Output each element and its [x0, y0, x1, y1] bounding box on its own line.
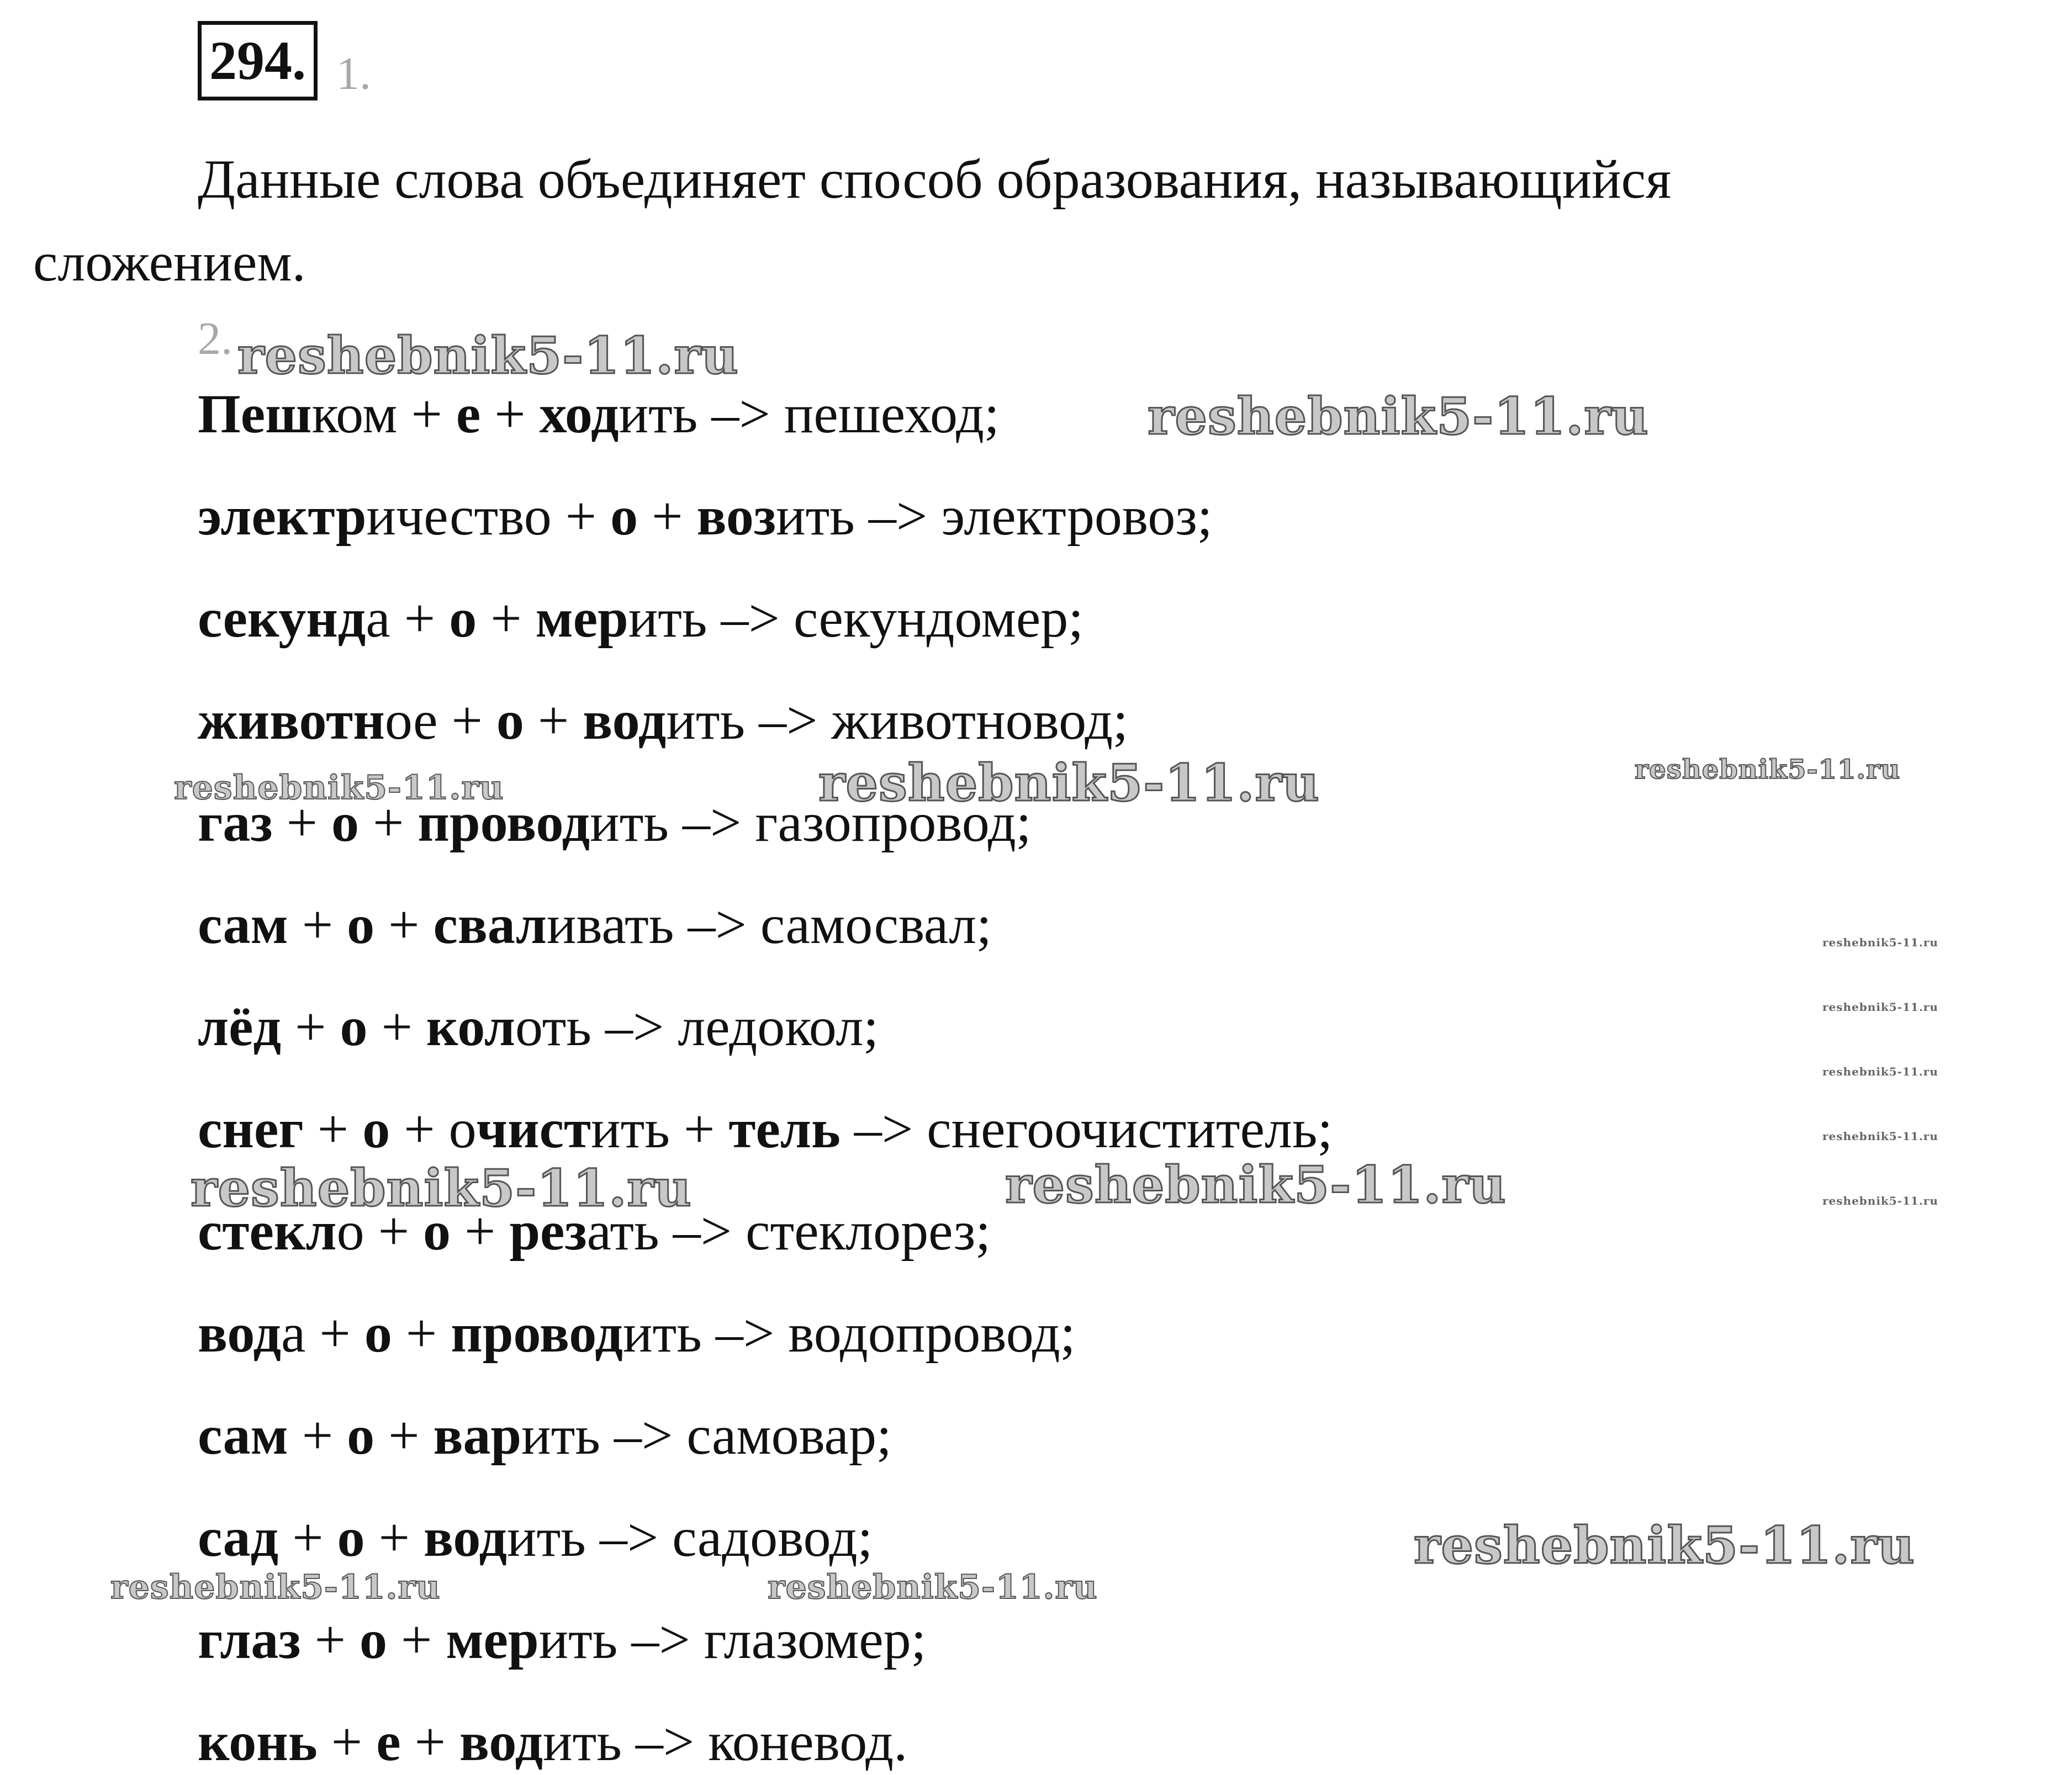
bold-morpheme: е — [456, 383, 481, 444]
line-text: + — [480, 383, 540, 444]
bold-morpheme: о — [347, 894, 375, 955]
bold-morpheme: конь — [198, 1711, 318, 1772]
watermark: reshebnik5-11.ru — [174, 769, 504, 807]
line-text: ить + — [591, 1098, 729, 1159]
line-text: + — [359, 792, 418, 853]
line-text: + — [278, 1507, 337, 1568]
line-text: + — [367, 996, 426, 1057]
watermark: reshebnik5-11.ru — [1005, 1155, 1507, 1215]
formation-line — [198, 1709, 907, 1775]
formation-line — [198, 687, 1128, 754]
line-text: + — [281, 996, 340, 1057]
line-text: + — [288, 894, 347, 955]
bold-morpheme: о — [423, 1200, 451, 1262]
bold-morpheme: лёд — [198, 996, 282, 1057]
line-text: ить –> глазомер; — [538, 1609, 927, 1670]
formation-line — [198, 381, 1000, 447]
line-text: а + — [366, 587, 450, 649]
bold-morpheme: о — [337, 1507, 365, 1568]
formation-line — [198, 892, 992, 958]
bold-morpheme: о — [496, 690, 524, 751]
bold-morpheme: секунд — [198, 587, 366, 649]
bold-morpheme: о — [364, 1302, 392, 1364]
bold-morpheme: провод — [451, 1302, 623, 1364]
bold-morpheme: стекл — [198, 1200, 337, 1262]
bold-morpheme: кол — [426, 996, 515, 1057]
bold-morpheme: вод — [198, 1302, 282, 1364]
formation-line — [198, 994, 879, 1060]
bold-morpheme: глаз — [198, 1609, 301, 1670]
line-text: ить –> самовар; — [521, 1405, 892, 1466]
bold-morpheme: свал — [433, 894, 547, 955]
watermark: reshebnik5-11.ru — [237, 326, 739, 385]
watermark: reshebnik5-11.ru — [768, 1568, 1098, 1607]
bold-morpheme: о — [340, 996, 368, 1057]
bold-morpheme: сам — [198, 1405, 288, 1466]
line-text: ичество + — [366, 485, 611, 547]
watermark: reshebnik5-11.ru — [1635, 754, 1901, 785]
bold-morpheme: мер — [535, 587, 628, 649]
task-number-box — [198, 21, 318, 100]
line-text: ить –> коневод. — [543, 1711, 908, 1772]
bold-morpheme: о — [360, 1609, 388, 1670]
bold-morpheme: вар — [433, 1405, 522, 1466]
formation-line — [198, 1096, 1333, 1162]
bold-morpheme: газ — [198, 792, 273, 853]
formation-line — [198, 1504, 873, 1571]
line-text: + — [288, 1405, 347, 1466]
watermark: reshebnik5-11.ru — [1822, 1065, 1938, 1078]
line-text: –> снегоочиститель; — [840, 1098, 1333, 1159]
line-text: + — [303, 1098, 363, 1159]
line-text: + — [374, 1405, 434, 1466]
line-text: + о — [390, 1098, 477, 1159]
watermark: reshebnik5-11.ru — [110, 1568, 441, 1607]
line-text: + — [272, 792, 332, 853]
bold-morpheme: сад — [198, 1507, 279, 1568]
line-text: ать –> стеклорез; — [586, 1200, 991, 1262]
bold-morpheme: о — [610, 485, 638, 547]
bold-morpheme: о — [362, 1098, 390, 1159]
task-number: 294 — [209, 30, 292, 91]
line-text: + — [317, 1711, 377, 1772]
bold-morpheme: вод — [459, 1711, 543, 1772]
line-text: о + — [336, 1200, 424, 1262]
line-text: ить –> секундомер; — [628, 587, 1084, 649]
bold-morpheme: вод — [424, 1507, 508, 1568]
formation-line — [198, 1300, 1076, 1366]
line-text: ить –> пешеход; — [619, 383, 1000, 444]
bold-morpheme: о — [331, 792, 360, 853]
bold-morpheme: е — [376, 1711, 401, 1772]
watermark: reshebnik5-11.ru — [191, 1158, 692, 1218]
bold-morpheme: снег — [198, 1098, 304, 1159]
watermark: reshebnik5-11.ru — [1822, 1130, 1938, 1143]
line-text: + — [387, 1609, 446, 1670]
part-2-label: 2. — [198, 313, 232, 364]
bold-morpheme: Пеш — [198, 383, 312, 444]
bold-morpheme: вод — [583, 690, 667, 751]
bold-morpheme: мер — [446, 1609, 539, 1670]
formation-line — [198, 483, 1213, 549]
line-text: + — [374, 894, 434, 955]
answer-paragraph: Данные слова объединяет способ образования, называющийся сложением. — [33, 149, 1672, 293]
bold-morpheme: сам — [198, 894, 288, 955]
line-text: а + — [281, 1302, 364, 1364]
line-text: + — [477, 587, 536, 649]
line-text: + — [451, 1200, 510, 1262]
bold-morpheme: о — [347, 1405, 375, 1466]
bold-morpheme: воз — [696, 485, 776, 547]
line-text: оть –> ледокол; — [515, 996, 879, 1057]
line-text: + — [524, 690, 583, 751]
bold-morpheme: провод — [417, 792, 590, 853]
task-header — [198, 21, 371, 100]
bold-morpheme: электр — [198, 485, 367, 547]
line-text: ивать –> самосвал; — [546, 894, 992, 955]
line-text: ить –> садовод; — [507, 1507, 873, 1568]
line-text: ить –> животновод; — [666, 690, 1128, 751]
line-text: + — [300, 1609, 360, 1670]
watermark: reshebnik5-11.ru — [1148, 386, 1649, 446]
bold-morpheme: ход — [539, 383, 619, 444]
bold-morpheme: о — [449, 587, 477, 649]
watermark: reshebnik5-11.ru — [818, 753, 1320, 813]
line-text: ить –> газопровод; — [590, 792, 1032, 853]
task-number-dot: . — [292, 30, 306, 91]
formation-line — [198, 1607, 926, 1673]
line-text: ить –> электровоз; — [776, 485, 1213, 547]
watermark: reshebnik5-11.ru — [1822, 1194, 1938, 1207]
watermark: reshebnik5-11.ru — [1414, 1516, 1915, 1575]
line-text: + — [392, 1302, 451, 1364]
watermark: reshebnik5-11.ru — [1822, 936, 1938, 949]
line-text: ить –> водопровод; — [623, 1302, 1076, 1364]
line-text: + — [638, 485, 697, 547]
bold-morpheme: рез — [509, 1200, 587, 1262]
line-text: ком + — [311, 383, 456, 444]
line-text: ое + — [384, 690, 496, 751]
part-1-label: 1. — [336, 48, 371, 99]
line-text: + — [400, 1711, 459, 1772]
watermark: reshebnik5-11.ru — [1822, 1000, 1938, 1014]
bold-morpheme: животн — [198, 690, 385, 751]
bold-morpheme: тель — [728, 1098, 841, 1159]
formation-line — [198, 585, 1083, 651]
formation-line — [198, 1402, 892, 1469]
bold-morpheme: чист — [476, 1098, 591, 1159]
line-text: + — [364, 1507, 424, 1568]
